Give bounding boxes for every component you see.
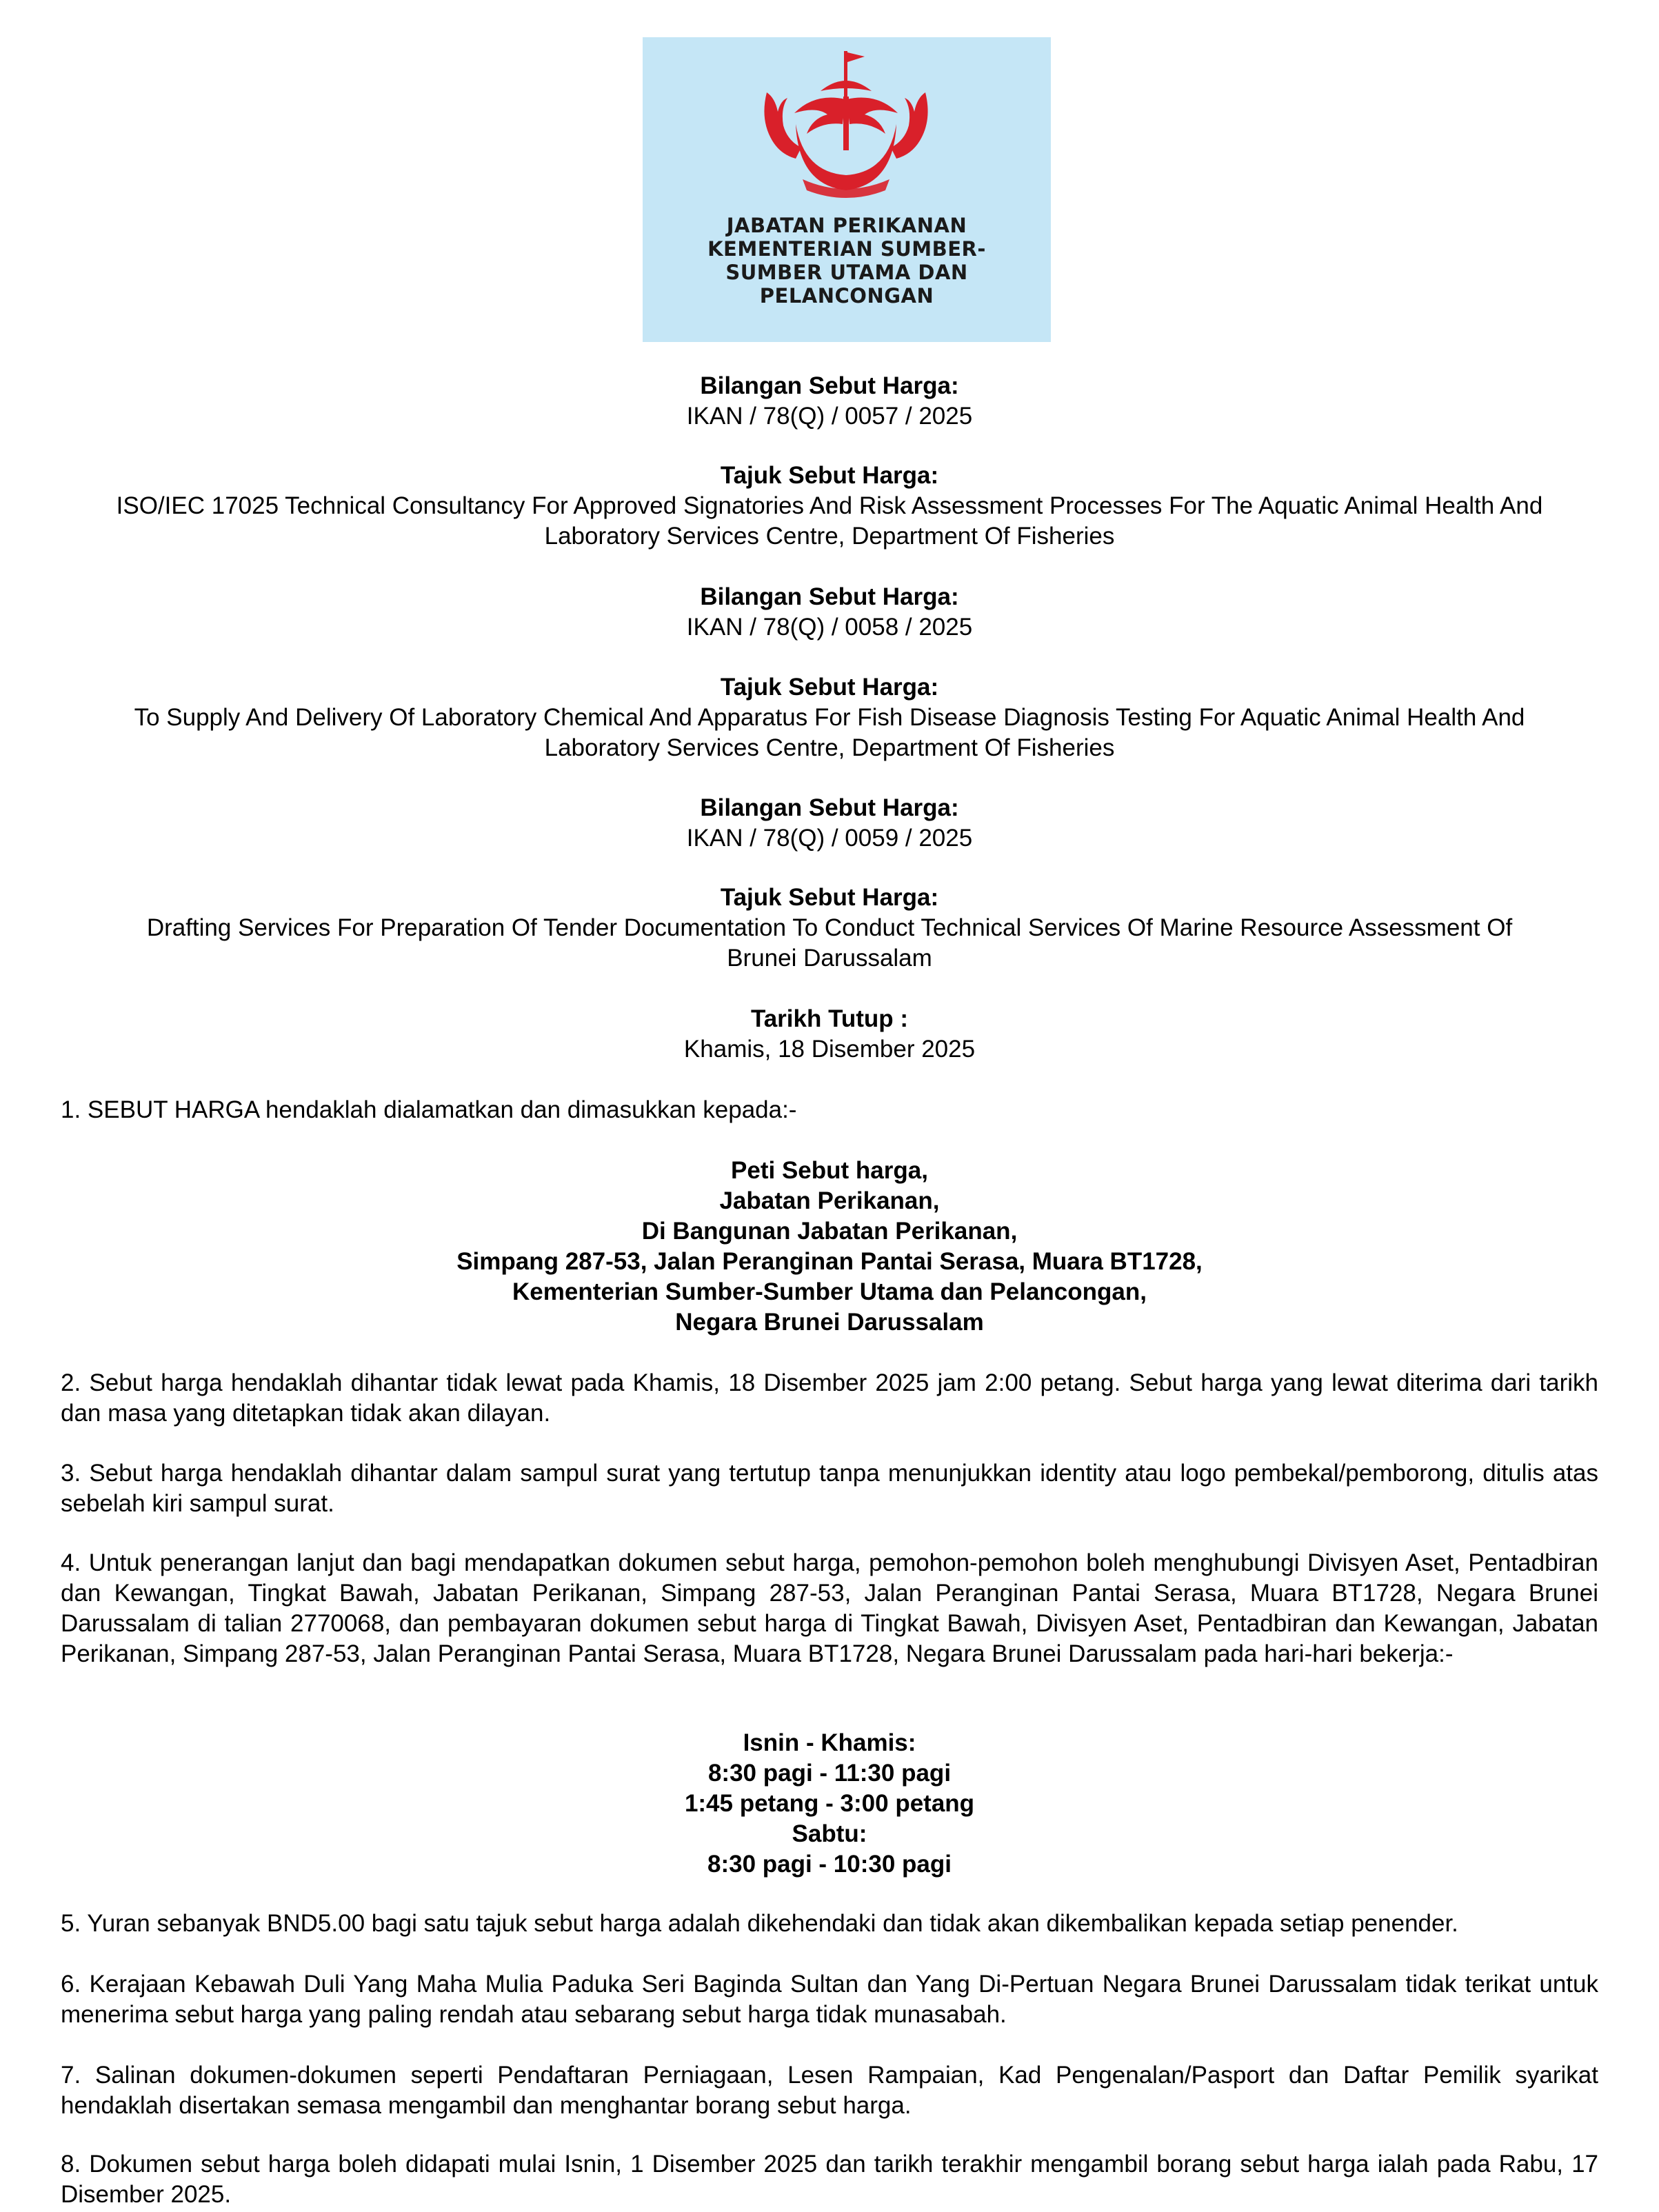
paragraph-4: 4. Untuk penerangan lanjut dan bagi mendapatkan dokumen sebut harga, pemohon-pemohon boleh menghubungi Divisyen Aset, Pentadbiran dan Kewangan, Tingkat Bawah, Jabatan Perikanan, Simpang 287-53, Jalan Peranginan Pantai Serasa, Muara BT1728, Negara Brunei Darussalam di talian 2770068, dan pembayaran dokumen sebut harga di Tingkat Bawah, Divisyen Aset, Pentadbiran dan Kewangan, Jabatan Perikanan, Simpang 287-53, Jalan Peranginan Pantai Serasa, Muara BT1728, Negara Brunei Darussalam pada hari-hari bekerja:- bbox=[61, 1549, 1598, 1667]
address-line: Simpang 287-53, Jalan Peranginan Pantai Serasa, Muara BT1728, bbox=[456, 1248, 1203, 1275]
paragraph-3: 3. Sebut harga hendaklah dihantar dalam sampul surat yang tertutup tanpa menunjukkan identity atau logo pembekal/pemborong, ditulis atas sebelah kiri sampul surat. bbox=[61, 1460, 1598, 1517]
quotation-title-line: Laboratory Services Centre, Department Of Fisheries bbox=[544, 734, 1115, 761]
paragraph-6: 6. Kerajaan Kebawah Duli Yang Maha Mulia Paduka Seri Baginda Sultan dan Yang Di-Pertuan Negara Brunei Darussalam tidak terikat untuk menerima sebut harga yang paling rendah atau sebarang sebut harga tidak munasabah. bbox=[61, 1971, 1598, 2028]
quotation-title-line: Laboratory Services Centre, Department Of Fisheries bbox=[544, 523, 1115, 550]
quotation-number-label: Bilangan Sebut Harga: bbox=[700, 583, 959, 610]
quotation-number: IKAN / 78(Q) / 0058 / 2025 bbox=[686, 614, 973, 641]
quotation-title-line: To Supply And Delivery Of Laboratory Chemical And Apparatus For Fish Disease Diagnosis Testing For Aquatic Animal Health And bbox=[134, 704, 1525, 731]
quotation-title-label: Tajuk Sebut Harga: bbox=[720, 674, 939, 701]
brunei-crest-icon bbox=[643, 37, 1051, 210]
logo-text-line: JABATAN PERIKANAN bbox=[726, 214, 967, 237]
paragraph-1: 1. SEBUT HARGA hendaklah dialamatkan dan dimasukkan kepada:- bbox=[61, 1096, 797, 1123]
hours-line: Isnin - Khamis: bbox=[743, 1729, 916, 1756]
closing-date-block bbox=[55, 1004, 1604, 1065]
paragraph-8: 8. Dokumen sebut harga boleh didapati mulai Isnin, 1 Disember 2025 dan tarikh terakhir mengambil borang sebut harga ialah pada Rabu, 17 Disember 2025. bbox=[61, 2151, 1598, 2208]
department-logo bbox=[643, 37, 1051, 342]
quotation-title-line: ISO/IEC 17025 Technical Consultancy For Approved Signatories And Risk Assessment Processes For The Aquatic Animal Health And bbox=[116, 492, 1543, 519]
logo-text-line: SUMBER UTAMA DAN bbox=[725, 261, 968, 284]
logo-text bbox=[643, 214, 1051, 308]
quotation-block bbox=[55, 793, 1604, 854]
quotation-title-line: Brunei Darussalam bbox=[727, 945, 932, 972]
hours-line: Sabtu: bbox=[792, 1820, 867, 1847]
address-line: Kementerian Sumber-Sumber Utama dan Pelancongan, bbox=[512, 1278, 1147, 1305]
quotation-number: IKAN / 78(Q) / 0057 / 2025 bbox=[686, 403, 973, 430]
submission-address bbox=[55, 1156, 1604, 1338]
quotation-number-label: Bilangan Sebut Harga: bbox=[700, 372, 959, 399]
hours-line: 1:45 petang - 3:00 petang bbox=[684, 1790, 975, 1817]
paragraph-5: 5. Yuran sebanyak BND5.00 bagi satu tajuk sebut harga adalah dikehendaki dan tidak akan dikembalikan kepada setiap penender. bbox=[61, 1910, 1458, 1937]
address-line: Di Bangunan Jabatan Perikanan, bbox=[641, 1218, 1018, 1245]
closing-date-label: Tarikh Tutup : bbox=[750, 1005, 909, 1032]
logo-text-line: PELANCONGAN bbox=[759, 284, 934, 308]
quotation-title-line: Drafting Services For Preparation Of Tender Documentation To Conduct Technical Services Of Marine Resource Assessment Of bbox=[146, 914, 1513, 941]
logo-text-line: KEMENTERIAN SUMBER- bbox=[707, 237, 986, 261]
quotation-number: IKAN / 78(Q) / 0059 / 2025 bbox=[686, 825, 973, 852]
quotation-title-label: Tajuk Sebut Harga: bbox=[720, 884, 939, 911]
quotation-block bbox=[55, 582, 1604, 643]
office-hours bbox=[55, 1728, 1604, 1880]
quotation-block bbox=[55, 371, 1604, 432]
closing-date: Khamis, 18 Disember 2025 bbox=[683, 1036, 976, 1063]
address-line: Negara Brunei Darussalam bbox=[675, 1309, 984, 1336]
paragraph-2: 2. Sebut harga hendaklah dihantar tidak lewat pada Khamis, 18 Disember 2025 jam 2:00 petang. Sebut harga yang lewat diterima dari tarikh dan masa yang ditetapkan tidak akan dilayan. bbox=[61, 1369, 1598, 1427]
address-line: Jabatan Perikanan, bbox=[719, 1187, 940, 1214]
quotation-title-block bbox=[55, 461, 1604, 552]
quotation-title-block bbox=[55, 672, 1604, 763]
address-line: Peti Sebut harga, bbox=[731, 1157, 928, 1184]
quotation-title-block bbox=[55, 883, 1604, 974]
hours-line: 8:30 pagi - 11:30 pagi bbox=[707, 1760, 952, 1787]
quotation-title-label: Tajuk Sebut Harga: bbox=[720, 462, 939, 489]
quotation-number-label: Bilangan Sebut Harga: bbox=[700, 794, 959, 821]
hours-line: 8:30 pagi - 10:30 pagi bbox=[707, 1851, 952, 1878]
paragraph-7: 7. Salinan dokumen-dokumen seperti Pendaftaran Perniagaan, Lesen Rampaian, Kad Pengenalan/Pasport dan Daftar Pemilik syarikat hendaklah disertakan semasa mengambil dan menghantar borang sebut harga. bbox=[61, 2062, 1598, 2119]
